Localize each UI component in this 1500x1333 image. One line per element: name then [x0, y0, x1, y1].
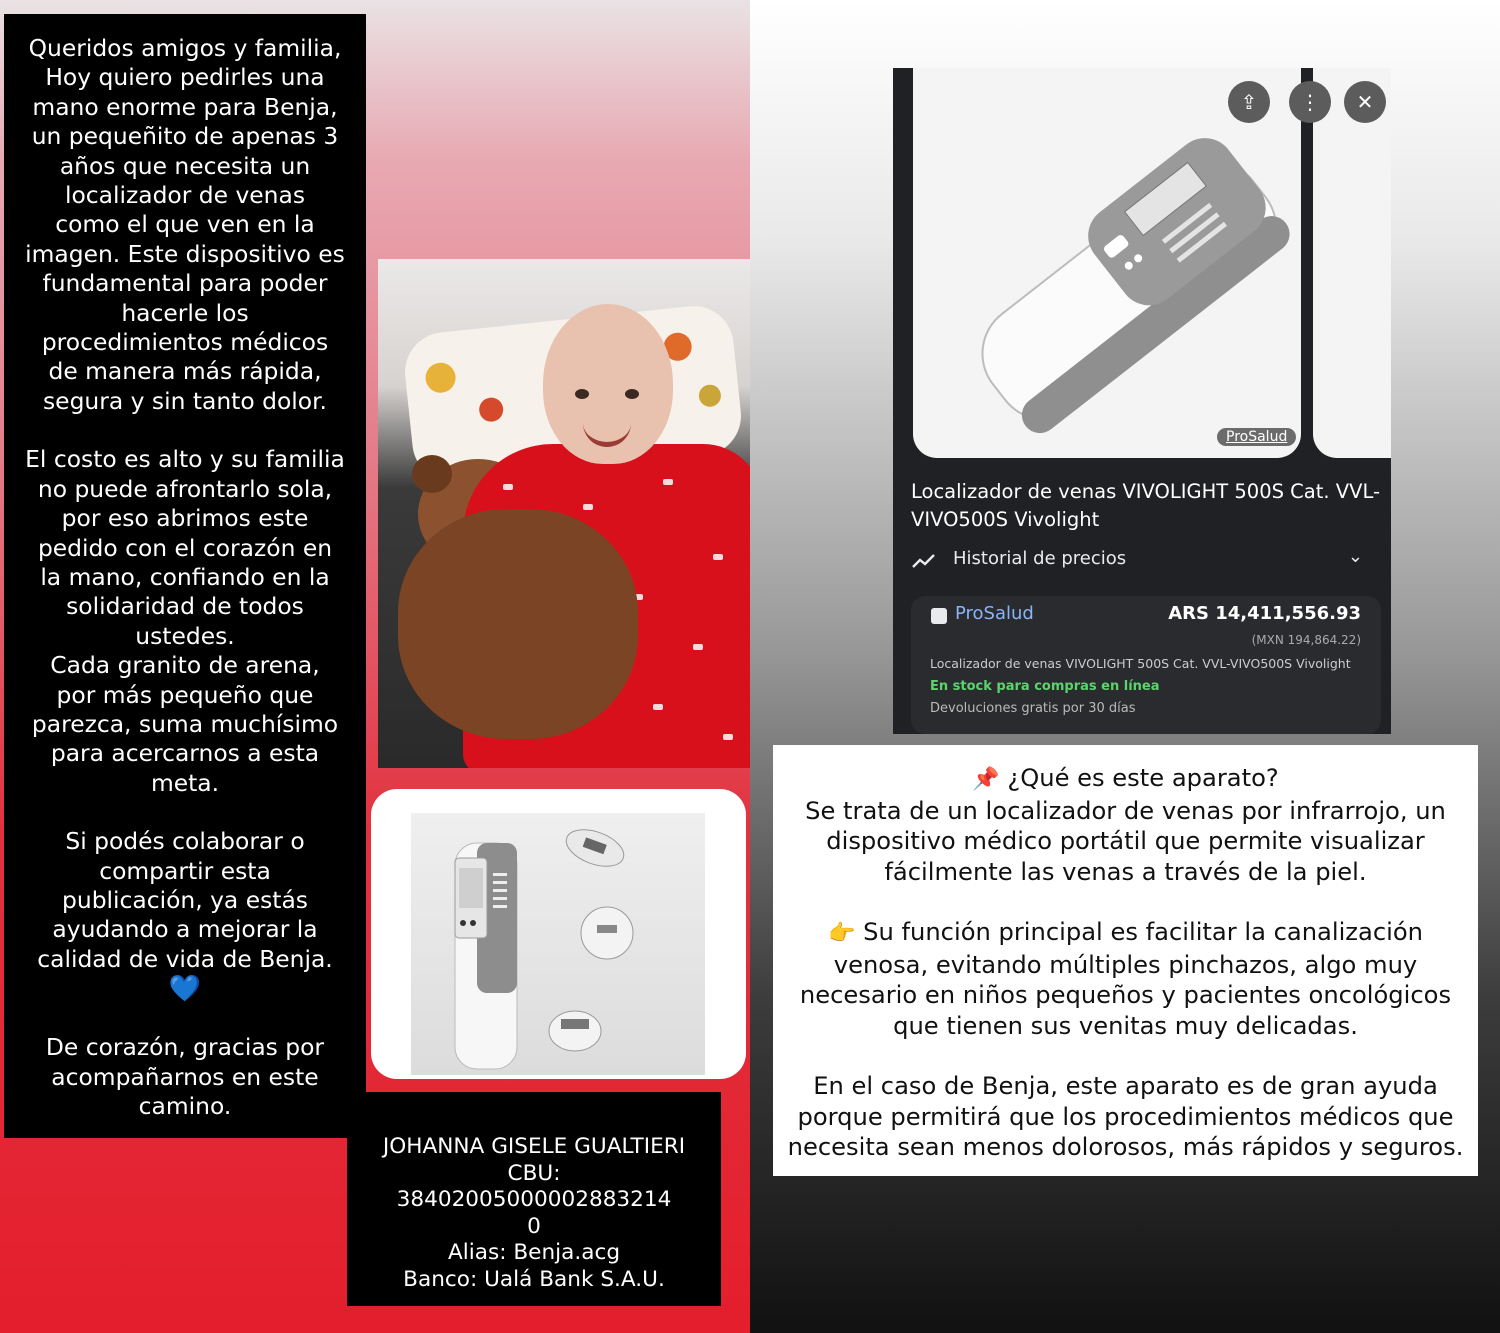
shopping-result-panel [893, 68, 1391, 734]
price-history-label: Historial de precios [953, 548, 1127, 569]
info-line: necesario en niños pequeños y pacientes oncológicos [799, 981, 1452, 1009]
bank-name: Banco: Ualá Bank S.A.U. [403, 1266, 665, 1292]
story-line: un pequeñito de apenas 3 [31, 122, 339, 151]
stock-status: En stock para compras en línea [930, 679, 1160, 694]
cbu-number-tail: 0 [527, 1213, 541, 1239]
story-line: acompañarnos en este [51, 1062, 319, 1091]
story-line: no puede afrontarlo sola, [37, 474, 333, 503]
story-line: hacerle los [121, 298, 249, 327]
offer-price: ARS 14,411,556.93 [1168, 603, 1361, 624]
story-line: Hoy quiero pedirles una [45, 63, 325, 92]
story-line: imagen. Este dispositivo es [25, 239, 345, 268]
info-question: ¿Qué es este aparato? [1007, 764, 1279, 792]
pushpin-icon: 📌 [972, 767, 1000, 792]
story-line: ustedes. [135, 621, 235, 650]
story-line: solidaridad de todos [66, 592, 304, 621]
cbu-label: CBU: [507, 1160, 561, 1186]
pointing-hand-icon: 👉 [828, 921, 856, 946]
story-line: segura y sin tanto dolor. [43, 386, 327, 415]
device-info-box [773, 745, 1478, 1176]
product-image[interactable] [913, 68, 1301, 458]
info-line: que tienen sus venitas muy delicadas. [893, 1011, 1358, 1040]
story-line: de manera más rápida, [48, 357, 322, 386]
story-line: para acercarnos a esta [50, 739, 320, 768]
story-line: pedido con el corazón en [37, 533, 333, 562]
story-line: Queridos amigos y familia, [28, 34, 342, 62]
teddy-bear-body [398, 509, 638, 739]
story-text-box [4, 14, 366, 1138]
trend-line-icon [911, 551, 937, 571]
info-line: porque permitirá que los procedimientos médicos que [797, 1102, 1454, 1131]
story-line: parezca, suma muchísimo [31, 709, 339, 738]
story-line: mano enorme para Benja, [32, 92, 338, 121]
chevron-down-icon[interactable]: ⌄ [1347, 546, 1363, 567]
vein-finder-product-image [371, 789, 746, 1079]
price-history-row[interactable] [911, 546, 1381, 576]
offer-description: Localizador de venas VIVOLIGHT 500S Cat. VVL-VIVO500S Vivolight [930, 656, 1351, 671]
story-line: De corazón, gracias por [45, 1033, 325, 1062]
seller-offer-card[interactable] [911, 596, 1381, 734]
seller-name[interactable]: ProSalud [955, 603, 1034, 624]
vein-finder-device-icon [411, 813, 705, 1075]
story-line: calidad de vida de Benja. [37, 944, 333, 973]
info-line: Su función principal es facilitar la canalización [863, 918, 1423, 946]
story-line: localizador de venas [64, 181, 306, 210]
next-product-image[interactable] [1300, 68, 1391, 458]
story-line: años que necesita un [59, 151, 311, 180]
story-line: compartir esta [99, 856, 271, 885]
returns-policy: Devoluciones gratis por 30 días [930, 701, 1136, 716]
cbu-number: 38402005000002883214 [396, 1187, 672, 1213]
seller-logo-icon [931, 608, 947, 624]
info-line: fácilmente las venas a través de la piel. [884, 857, 1367, 886]
product-title[interactable]: Localizador de venas VIVOLIGHT 500S Cat. VVL-VIVO500S Vivolight [911, 480, 1381, 531]
story-line: por eso abrimos este [61, 504, 309, 533]
story-line: fundamental para poder [42, 269, 328, 298]
vein-finder-large-icon [913, 68, 1301, 458]
story-line: por más pequeño que [56, 680, 314, 709]
story-line: la mano, confiando en la [40, 562, 330, 591]
alias-text: Alias: Benja.acg [447, 1240, 621, 1266]
info-line: Se trata de un localizador de venas por infrarrojo, un [805, 796, 1446, 825]
story-line: Si podés colaborar o [65, 827, 305, 856]
info-line: necesita sean menos dolorosos, más rápidos y seguros. [787, 1133, 1464, 1161]
story-line: El costo es alto y su familia [25, 445, 345, 474]
device-image-backdrop [411, 813, 705, 1075]
story-line: publicación, ya estás [62, 885, 308, 914]
info-line: dispositivo médico portátil que permite visualizar [826, 827, 1425, 855]
story-line: ayudando a mejorar la [52, 915, 318, 944]
info-line: En el caso de Benja, este aparato es de gran ayuda [813, 1072, 1438, 1100]
info-line: venosa, evitando múltiples pinchazos, algo muy [833, 950, 1418, 979]
story-line: camino. [138, 1092, 232, 1120]
story-line: como el que ven en la [55, 210, 315, 239]
share-icon[interactable]: ⇪ [1228, 81, 1270, 123]
close-icon[interactable]: ✕ [1344, 81, 1386, 123]
story-line: meta. [150, 768, 220, 797]
child-face [543, 304, 673, 464]
story-line: Cada granito de arena, [50, 651, 320, 680]
story-line: procedimientos médicos [41, 328, 329, 357]
bank-details-box [347, 1092, 721, 1306]
offer-price-converted: (MXN 194,864.22) [1251, 633, 1361, 647]
blue-heart-icon: 💙 [168, 974, 202, 1005]
more-vert-icon[interactable]: ⋮ [1289, 81, 1331, 123]
image-source-badge[interactable]: ProSalud [1217, 428, 1296, 446]
child-photo [378, 259, 750, 768]
account-holder-name: JOHANNA GISELE GUALTIERI [382, 1134, 686, 1159]
